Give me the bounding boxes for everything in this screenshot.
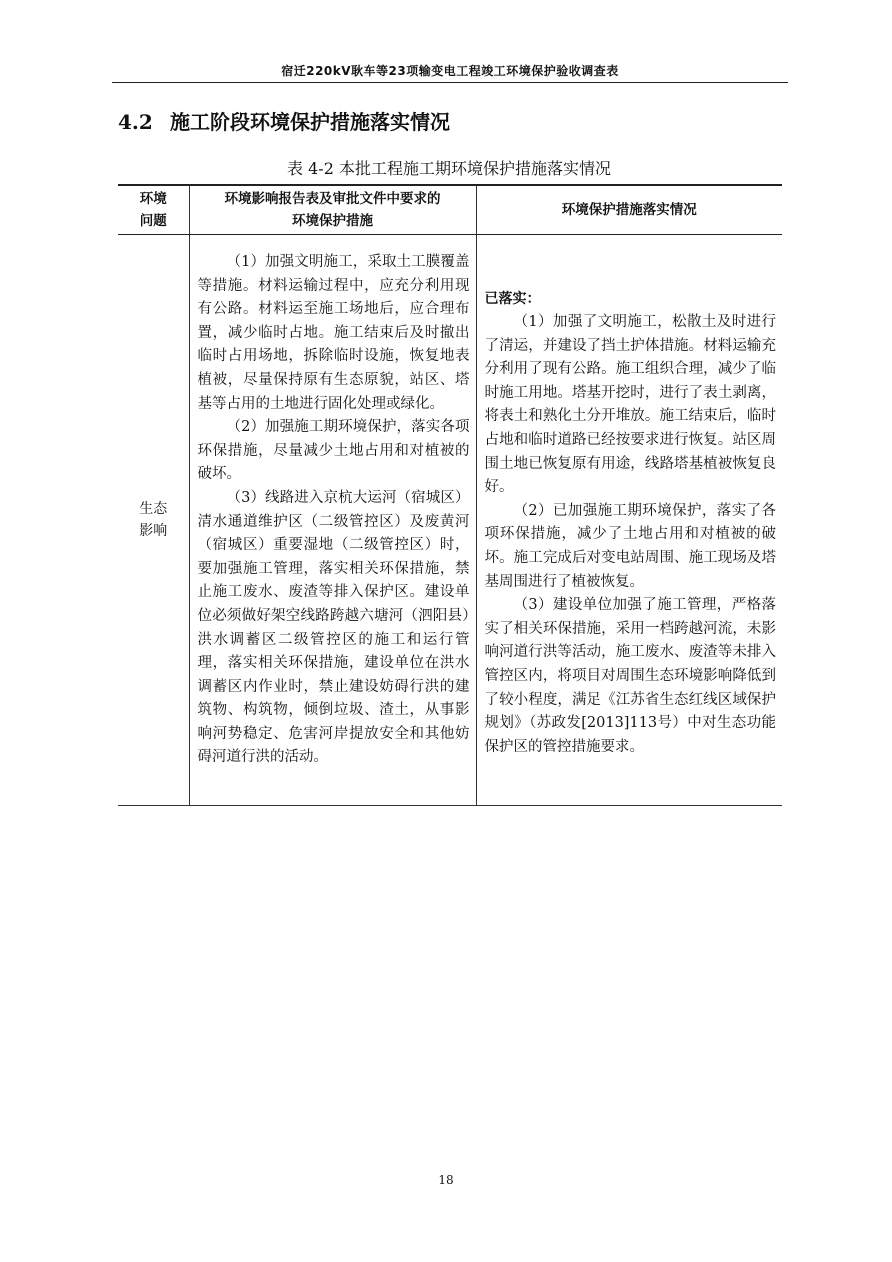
requirement-item-2: （2）加强施工期环境保护，落实各项环保措施，尽量减少土地占用和对植被的破坏。 xyxy=(197,419,470,483)
header-requirement xyxy=(189,185,476,235)
header-requirement-line-1: 环境影响报告表及审批文件中要求的 xyxy=(224,191,441,207)
implementation-cell xyxy=(476,235,782,806)
header-issue-line-2: 问题 xyxy=(139,213,167,229)
implementation-item-3: （3）建设单位加强了施工管理，严格落实了相关环保措施，采用一档跨越河流，未影响河道行洪等活动，施工废水、废渣等未排入管控区内，将项目对周围生态环境影响降低到了较小程度，满足《江苏省生态红线区域保护规划》（苏政发[2013]113号）中对生态功能保护区的管控措施要求。 xyxy=(484,597,776,755)
issue-line-1: 生态 xyxy=(139,501,168,517)
header-implementation: 环境保护措施落实情况 xyxy=(476,185,782,235)
page-number: 18 xyxy=(438,1173,454,1187)
header-issue-line-1: 环境 xyxy=(139,191,167,207)
section-heading xyxy=(118,106,450,135)
header-rule xyxy=(112,82,788,83)
issue-cell xyxy=(118,235,189,806)
table-caption: 表 4-2 本批工程施工期环境保护措施落实情况 xyxy=(287,159,611,178)
implementation-item-1: （1）加强了文明施工，松散土及时进行了清运，并建设了挡土护体措施。材料运输充分利用了现有公路。施工组织合理，减少了临时施工用地。塔基开挖时，进行了表土剥离，将表土和熟化土分开堆放。施工结束后，临时占地和临时道路已经按要求进行恢复。站区周围土地已恢复原有用途，线路塔基植被恢复良好。 xyxy=(484,314,776,496)
requirement-cell xyxy=(189,235,476,806)
implementation-lead: 已落实： xyxy=(484,291,541,307)
requirement-item-1: （1）加强文明施工，采取土工膜覆盖等措施。材料运输过程中，应充分利用现有公路。材料运至施工场地后，应合理布置，减少临时占地。施工结束后及时撤出临时占用场地，拆除临时设施，恢复地表植被，尽量保持原有生态原貌，站区、塔基等占用的土地进行固化处理或绿化。 xyxy=(197,254,470,412)
header-issue xyxy=(118,185,189,235)
table-header-row xyxy=(118,185,782,235)
table-row xyxy=(118,235,782,806)
section-number: 4.2 xyxy=(118,110,153,134)
running-header: 宿迁220kV耿车等23项输变电工程竣工环境保护验收调查表 xyxy=(281,64,619,78)
issue-line-2: 影响 xyxy=(139,523,168,539)
section-title: 施工阶段环境保护措施落实情况 xyxy=(170,110,450,134)
requirement-item-3: （3）线路进入京杭大运河（宿城区）清水通道维护区（二级管控区）及废黄河（宿城区）重要湿地（二级管控区）时，要加强施工管理，落实相关环保措施，禁止施工废水、废渣等排入保护区。建设单位必须做好架空线路跨越六塘河（泗阳县）洪水调蓄区二级管控区的施工和运行管理，落实相关环保措施，建设单位在洪水调蓄区内作业时，禁止建设妨碍行洪的建筑物、构筑物，倾倒垃圾、渣土，从事影响河势稳定、危害河岸提放安全和其他妨碍河道行洪的活动。 xyxy=(197,489,470,766)
header-requirement-line-2: 环境保护措施 xyxy=(292,213,373,229)
measures-table xyxy=(118,184,782,806)
implementation-item-2: （2）已加强施工期环境保护，落实了各项环保措施，减少了土地占用和对植被的破坏。施工完成后对变电站周围、施工现场及塔基周围进行了植被恢复。 xyxy=(484,502,776,590)
